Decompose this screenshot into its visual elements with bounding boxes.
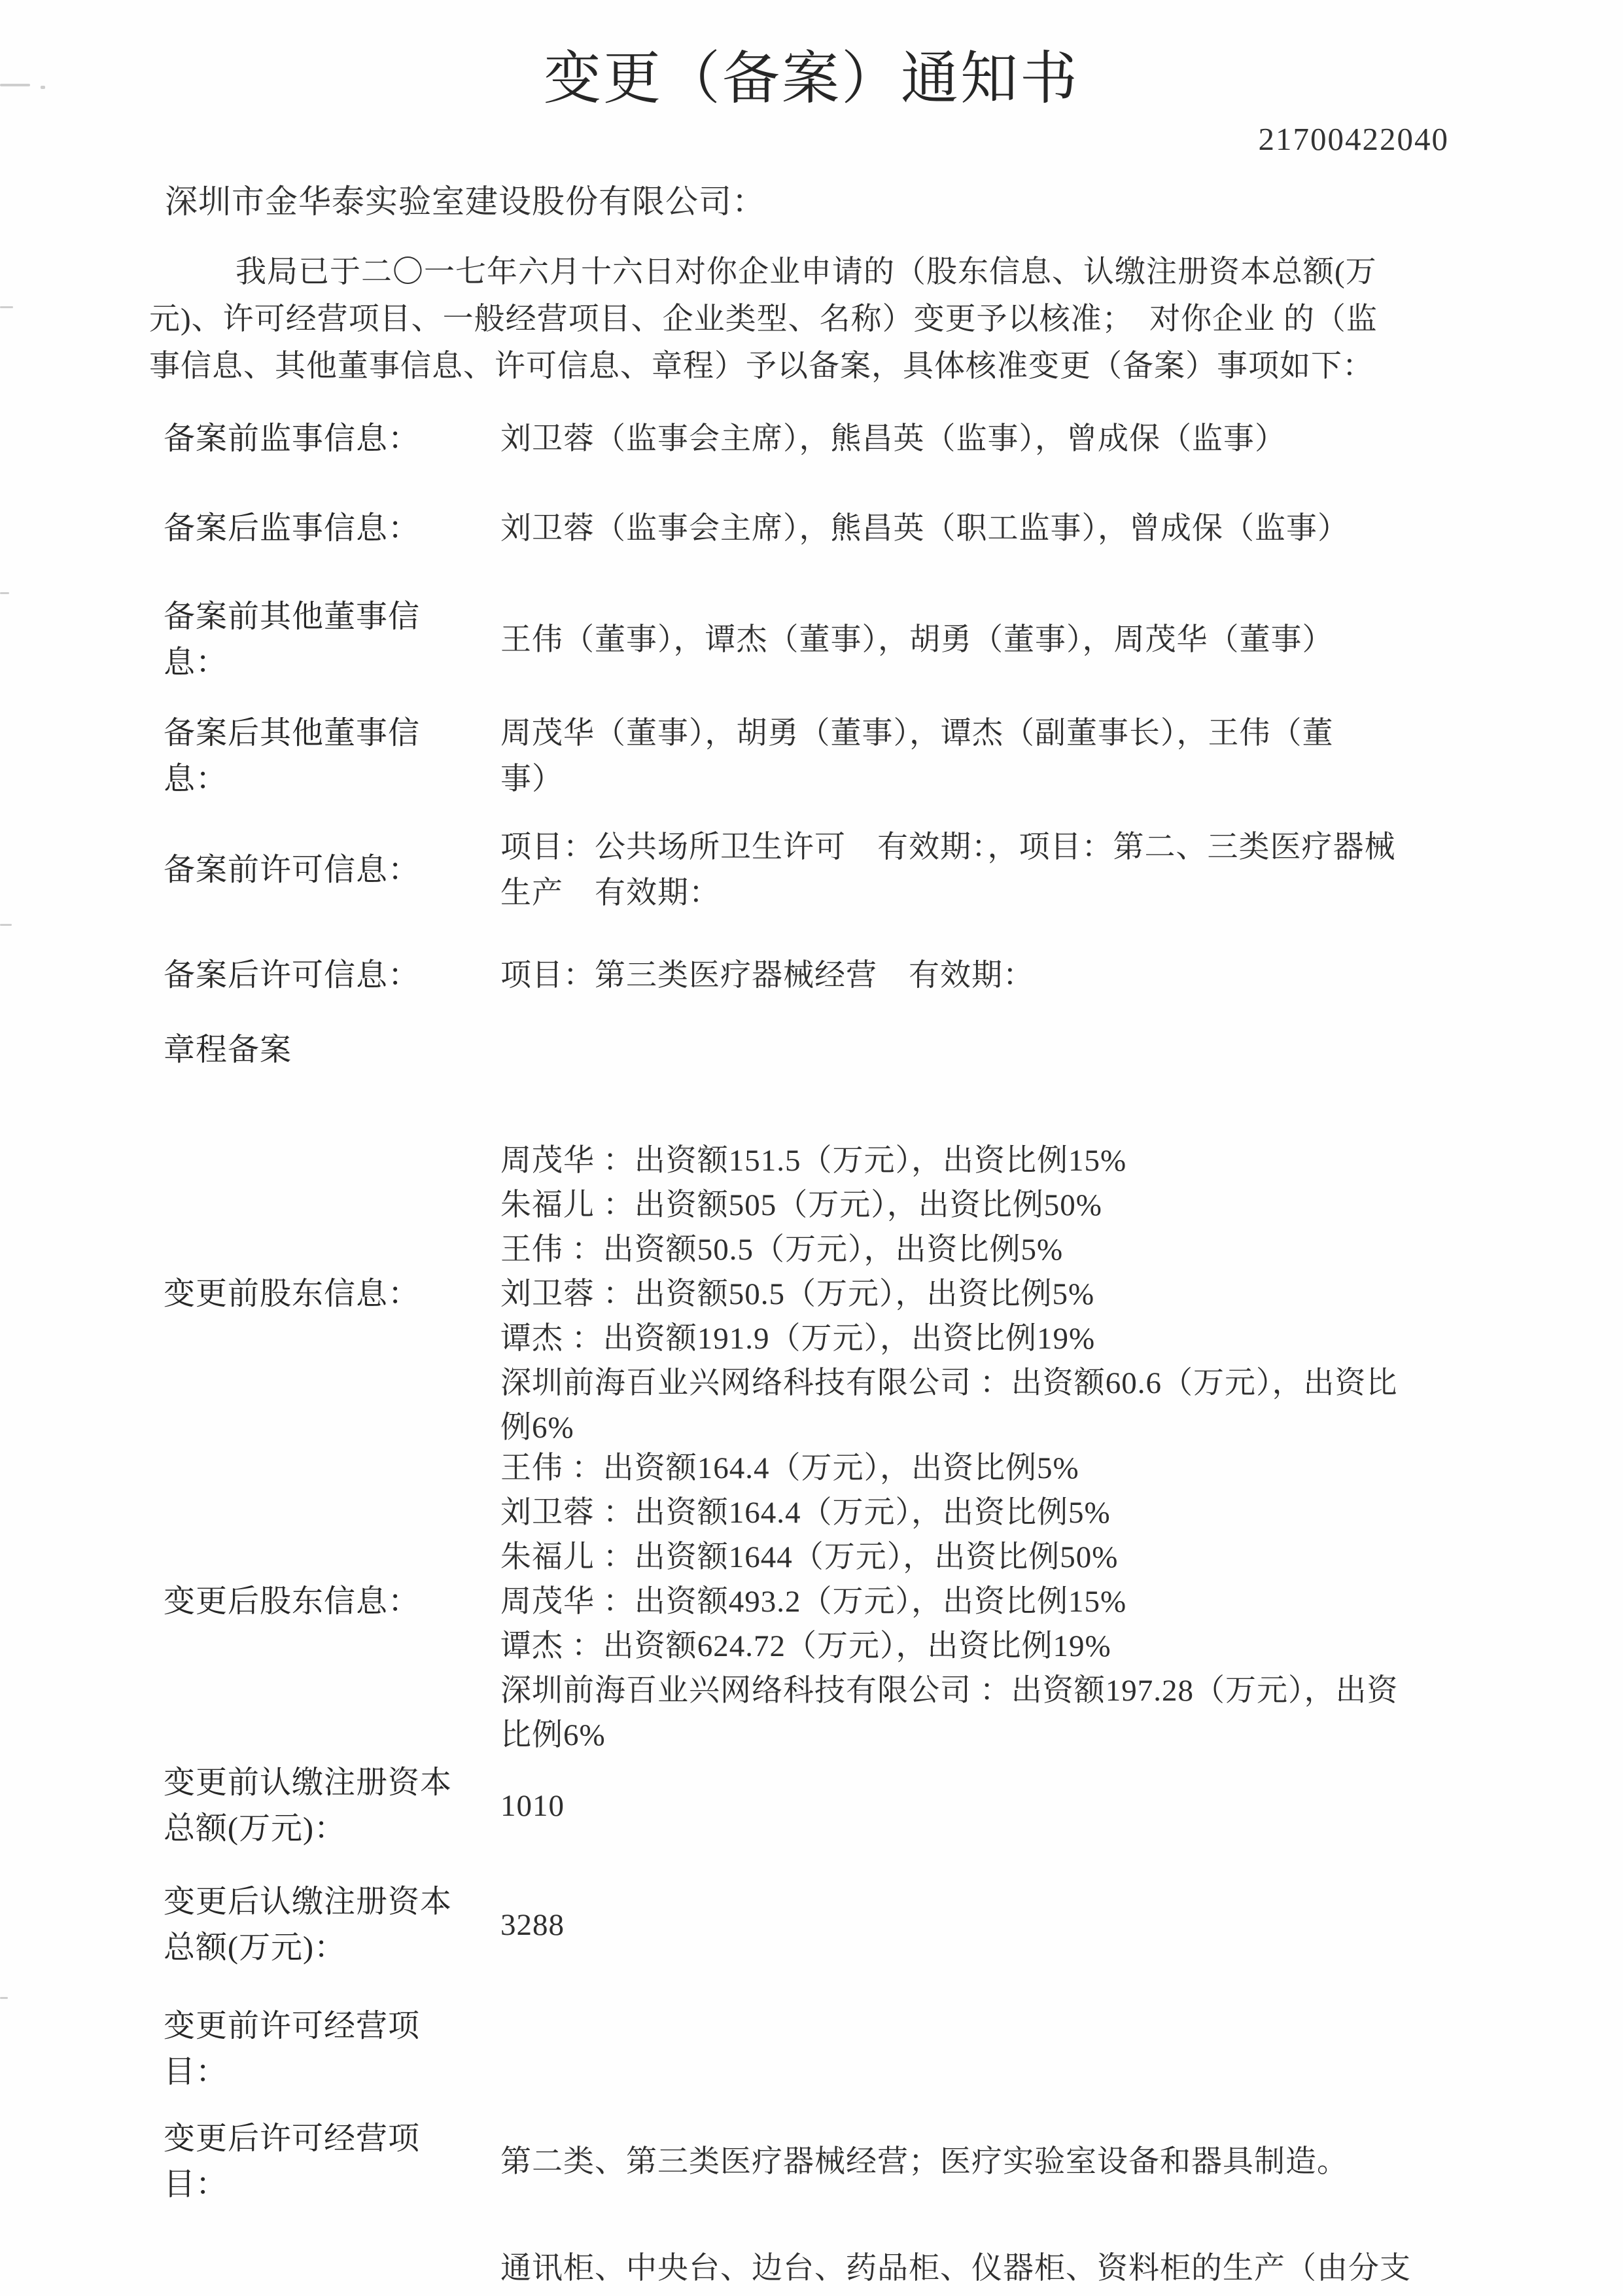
field-value-line: 3288 [500,1908,565,1942]
field-value [500,506,1482,552]
field-value [500,824,1482,916]
field-value-line: 王伟（董事），谭杰（董事），胡勇（董事），周茂华（董事） [500,623,1334,657]
field-value [500,711,1482,802]
field-row-continuation [164,2246,1485,2291]
document-number: 21700422040 [1258,121,1449,157]
field-value-line: 通讯柜、中央台、边台、药品柜、仪器柜、资料柜的生产（由分支 [500,2252,1411,2286]
field-value-line: 项目：公共场所卫生许可 有效期：，项目：第二、三类医疗器械 [500,830,1396,864]
field-value [500,1139,1482,1450]
field-row-pre-shareholders [164,1139,1485,1450]
field-row-pre-directors [164,594,1485,686]
field-value-line: 项目：第三类医疗器械经营 有效期： [500,959,1034,993]
field-value [500,2246,1482,2291]
field-label: 变更前许可经营项目： [164,2009,421,2089]
field-row-post-shareholders [164,1446,1485,1757]
approval-paragraph-line: 元)、许可经营项目、一般经营项目、企业类型、名称）变更予以核准； 对你企业 的（监 [149,302,1378,336]
field-label: 章程备案 [164,1033,292,1067]
field-value [500,617,1482,663]
scan-artifact [0,306,13,308]
field-value-line: 王伟 ：出资额50.5（万元），出资比例5% [500,1233,1064,1267]
field-value-line: 例6% [500,1411,574,1445]
field-value-line: 谭杰 ：出资额624.72（万元），出资比例19% [500,1629,1111,1663]
field-label: 备案前监事信息： [164,421,421,456]
approval-paragraph [149,249,1503,390]
field-label: 变更前股东信息： [164,1277,421,1311]
field-value [500,1783,1482,1829]
field-value-line: 刘卫蓉 ：出资额164.4（万元），出资比例5% [500,1496,1111,1530]
field-label: 备案前其他董事信息： [164,599,421,680]
addressee-company-name: 深圳市金华泰实验室建设股份有限公司： [165,183,765,220]
field-row-charter-filing [164,1027,1485,1073]
field-row-post-license [164,953,1485,998]
approval-paragraph-line: 我局已于二〇一七年六月十六日对你企业申请的（股东信息、认缴注册资本总额(万 [236,255,1377,289]
field-row-pre-registered-capital [164,1760,1485,1852]
field-value-line: 刘卫蓉（监事会主席），熊昌英（监事），曾成保（监事） [500,422,1286,456]
field-value [500,2139,1482,2185]
field-value-line: 王伟 ：出资额164.4（万元），出资比例5% [500,1451,1079,1485]
scan-artifact [0,1997,8,1999]
field-value-line: 谭杰 ：出资额191.9（万元），出资比例19% [500,1322,1096,1356]
field-value-line: 比例6% [500,1718,606,1752]
field-row-pre-licensed-business [164,2004,1485,2095]
field-value [500,1902,1482,1948]
field-value-line: 1010 [500,1789,565,1823]
field-label: 备案前许可信息： [164,853,421,887]
field-label: 备案后监事信息： [164,511,421,546]
scan-artifact [0,924,12,926]
field-value-line: 刘卫蓉 ：出资额50.5（万元），出资比例5% [500,1277,1095,1311]
field-row-post-directors [164,711,1485,802]
scan-artifact [0,592,9,594]
document-title: 变更（备案）通知书 [543,48,1079,111]
field-value-line: 周茂华 ：出资额493.2（万元），出资比例15% [500,1585,1127,1619]
field-value [500,1446,1482,1757]
field-row-post-supervisors [164,506,1485,552]
field-label: 变更后股东信息： [164,1584,421,1619]
field-value-line: 朱福儿 ：出资额1644（万元），出资比例50% [500,1540,1119,1574]
field-row-pre-supervisors [164,416,1485,462]
field-row-post-registered-capital [164,1879,1485,1971]
field-value-line: 事） [500,762,563,796]
field-label: 变更后认缴注册资本总额(万元)： [164,1884,453,1965]
field-value-line: 周茂华（董事），胡勇（董事），谭杰（副董事长），王伟（董 [500,716,1334,751]
field-value-line: 深圳前海百业兴网络科技有限公司 ：出资额197.28（万元），出资 [500,1674,1399,1708]
field-value-line: 生产 有效期： [500,876,720,910]
field-row-pre-license [164,824,1485,916]
field-row-post-licensed-business [164,2116,1485,2208]
field-label: 变更后许可经营项目： [164,2121,421,2202]
field-value-line: 周茂华 ：出资额151.5（万元），出资比例15% [500,1144,1127,1178]
field-label: 备案后许可信息： [164,958,421,993]
field-value-line: 刘卫蓉（监事会主席），熊昌英（职工监事），曾成保（监事） [500,512,1349,546]
field-value-line: 深圳前海百业兴网络科技有限公司 ：出资额60.6（万元），出资比 [500,1366,1398,1400]
approval-paragraph-line: 事信息、其他董事信息、许可信息、章程）予以备案，具体核准变更（备案）事项如下： [149,349,1374,383]
field-value [500,416,1482,462]
field-label: 备案后其他董事信息： [164,716,421,796]
field-value-line: 第二类、第三类医疗器械经营；医疗实验室设备和器具制造。 [500,2145,1348,2179]
field-label: 变更前认缴注册资本总额(万元)： [164,1765,453,1846]
field-value-line: 朱福儿 ：出资额505（万元），出资比例50% [500,1188,1102,1222]
field-value [500,953,1482,998]
